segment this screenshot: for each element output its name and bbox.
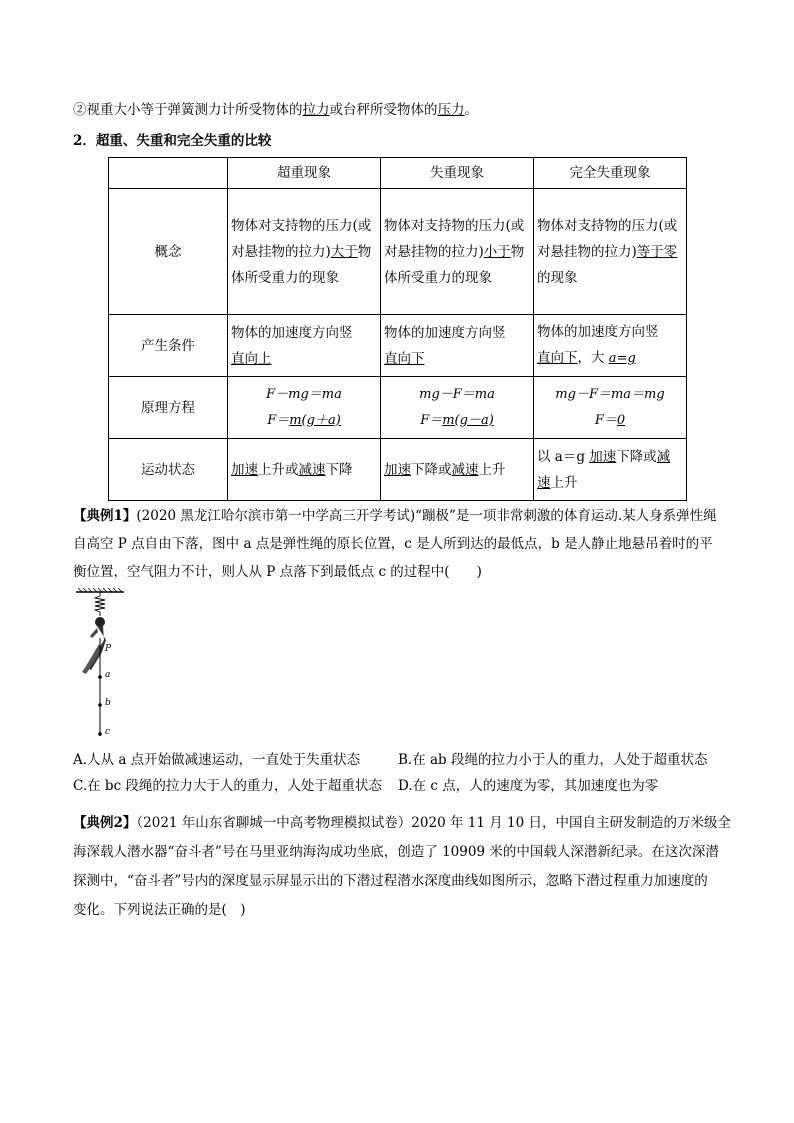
cell-concept-overweight: 物体对支持物的压力(或对悬挂物的拉力)大于物体所受重力的现象: [228, 189, 381, 315]
cell-equation-complete: mg－F＝ma＝mg F＝0: [534, 377, 687, 439]
table-header-row: [109, 158, 687, 189]
header-overweight: 超重现象: [228, 158, 381, 189]
example2-line4: 变化。下列说法正确的是( ): [73, 902, 246, 918]
cell-equation-overweight: F－mg＝ma F＝m(g＋a): [228, 377, 381, 439]
header-empty: [109, 158, 228, 189]
bungee-figure: [70, 588, 130, 738]
section-title: 2．超重、失重和完全失重的比较: [73, 133, 272, 149]
table-row-concept: [109, 189, 687, 315]
cell-condition-overweight: 物体的加速度方向竖 直向上: [228, 315, 381, 377]
row-label-condition: 产生条件: [109, 315, 228, 377]
row-label-equation: 原理方程: [109, 377, 228, 439]
bungee-diagram-icon: [70, 588, 130, 738]
note-line: ②视重大小等于弹簧测力计所受物体的拉力或台秤所受物体的压力。: [73, 102, 478, 118]
cell-condition-weightless: 物体的加速度方向竖 直向下: [381, 315, 534, 377]
example1-tag: 【典例1】: [73, 508, 137, 524]
figure-label-p: P: [105, 644, 112, 654]
cell-equation-weightless: mg－F＝ma F＝m(g－a): [381, 377, 534, 439]
figure-label-b: b: [105, 698, 111, 708]
example2-tag: 【典例2】: [73, 815, 137, 831]
example1-line1: 【典例1】(2020 黑龙江哈尔滨市第一中学高三开学考试)“蹦极”是一项非常刺激的体育运动.某人身系弹性绳: [73, 508, 717, 524]
row-label-motion: 运动状态: [109, 439, 228, 501]
cell-condition-complete: 物体的加速度方向竖 直向下，大 a=g: [534, 315, 687, 377]
table-row-condition: [109, 315, 687, 377]
example2-line1: 【典例2】（2021 年山东省聊城一中高考物理模拟试卷）2020 年 11 月 10 日，中国自主研发制造的万米级全: [73, 815, 731, 831]
figure-label-c: c: [105, 727, 111, 737]
row-label-concept: 概念: [109, 189, 228, 315]
header-weightless: 失重现象: [381, 158, 534, 189]
example1-line2: 自高空 P 点自由下落，图中 a 点是弹性绳的原长位置，c 是人所到达的最低点，b 是人静止地悬吊着时的平: [73, 536, 713, 552]
option-c: C.在 bc 段绳的拉力大于人的重力，人处于超重状态: [73, 778, 382, 794]
cell-concept-weightless: 物体对支持物的压力(或对悬挂物的拉力)小于物体所受重力的现象: [381, 189, 534, 315]
example2-line2: 海深载人潜水器“奋斗者”号在马里亚纳海沟成功坐底，创造了 10909 米的中国载人深潜新纪录。在这次深潜: [73, 844, 719, 860]
table-row-motion: [109, 439, 687, 501]
example2-line3: 探测中，“奋斗者”号内的深度显示屏显示出的下潜过程潜水深度曲线如图所示，忽略下潜过程重力加速度的: [73, 873, 708, 889]
cell-motion-complete: 以 a＝g 加速下降或减 速上升: [534, 439, 687, 501]
header-complete-weightless: 完全失重现象: [534, 158, 687, 189]
example1-line3: 衡位置，空气阻力不计，则人从 P 点落下到最低点 c 的过程中( ): [73, 564, 482, 580]
cell-motion-weightless: 加速下降或减速上升: [381, 439, 534, 501]
option-b: B.在 ab 段绳的拉力小于人的重力，人处于超重状态: [398, 752, 708, 768]
figure-label-a: a: [105, 670, 111, 680]
table-row-equation: [109, 377, 687, 439]
comparison-table: [108, 157, 687, 501]
option-d: D.在 c 点，人的速度为零，其加速度也为零: [398, 778, 659, 794]
option-a: A.人从 a 点开始做减速运动，一直处于失重状态: [73, 752, 361, 768]
cell-motion-overweight: 加速上升或减速下降: [228, 439, 381, 501]
cell-concept-complete: 物体对支持物的压力(或对悬挂物的拉力)等于零的现象: [534, 189, 687, 315]
